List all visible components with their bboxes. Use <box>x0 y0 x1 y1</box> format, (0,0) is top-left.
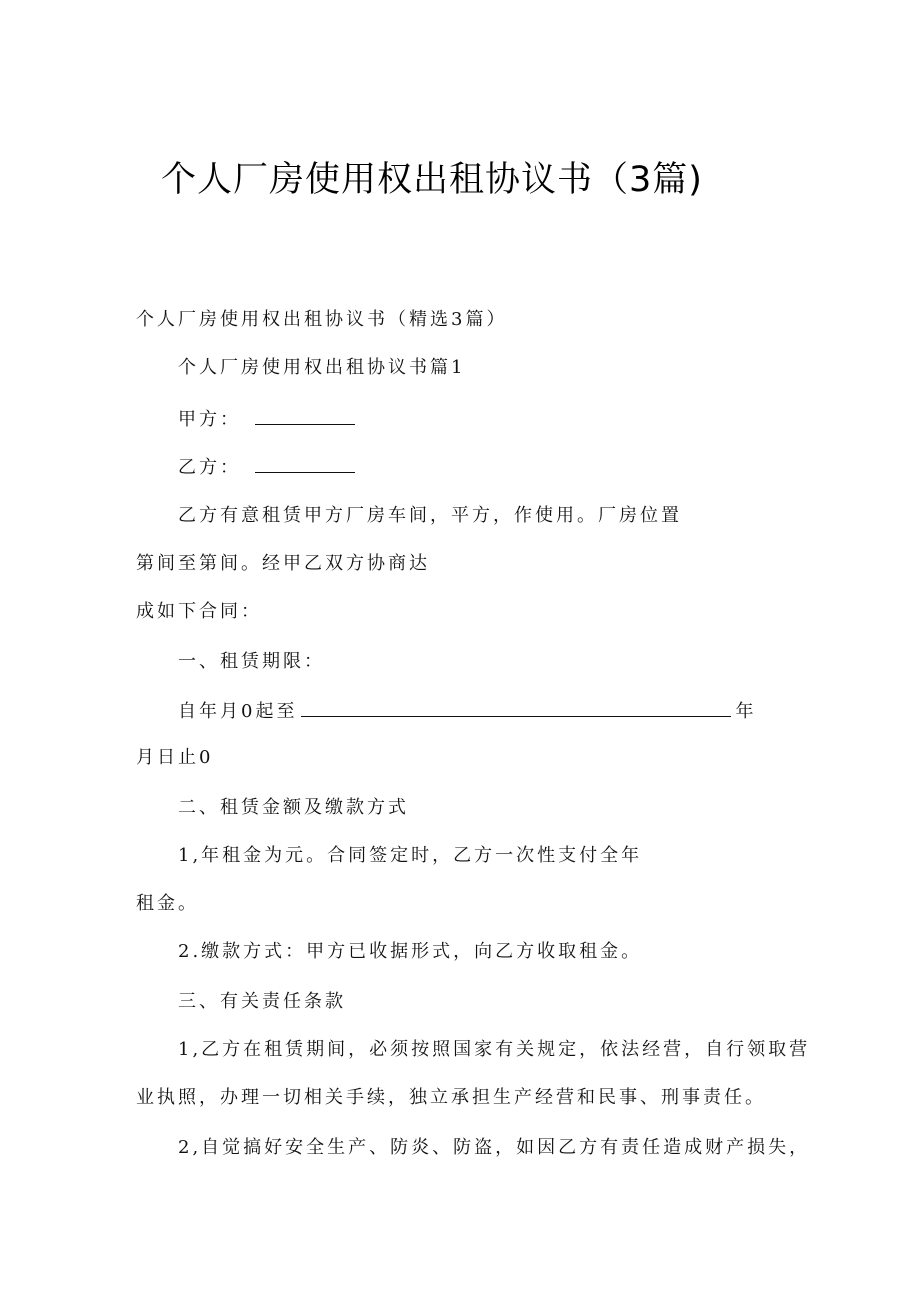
intro-line-3: 成如下合同： <box>136 601 262 622</box>
party-b-blank <box>255 454 355 473</box>
clause-3-heading: 三、有关责任条款 <box>178 991 346 1012</box>
party-a-label: 甲方： <box>178 409 241 430</box>
section-heading: 个人厂房使用权出租协议书篇1 <box>178 357 466 378</box>
clause-3-item-2-line-1: 2,自觉搞好安全生产、防炎、防盗，如因乙方有责任造成财产损失， <box>178 1137 811 1158</box>
clause-1-text <box>178 698 756 724</box>
intro-line-2: 第间至第间。经甲乙双方协商达 <box>136 553 430 574</box>
clause-2-item-1-line-1: 1,年租金为元。合同签定时，乙方一次性支付全年 <box>178 845 643 866</box>
clause-3-item-1-line-1: 1,乙方在租赁期间，必须按照国家有关规定，依法经营，自行领取营 <box>178 1039 811 1060</box>
party-a-line <box>178 406 355 432</box>
clause-1-text-start: 自年月0起至 <box>178 701 298 722</box>
clause-2-item-1-line-2: 租金。 <box>136 893 199 914</box>
clause-1-text-line-2: 月日止0 <box>136 747 214 768</box>
document-title: 个人厂房使用权出租协议书（3篇) <box>161 160 703 200</box>
party-b-line <box>178 454 355 480</box>
clause-1-blank <box>301 698 731 717</box>
party-b-label: 乙方： <box>178 457 241 478</box>
clause-2-item-2: 2.缴款方式：甲方已收据形式，向乙方收取租金。 <box>178 941 643 962</box>
intro-line-1: 乙方有意租赁甲方厂房车间，平方，作使用。厂房位置 <box>178 505 682 526</box>
party-a-blank <box>255 406 355 425</box>
clause-3-item-1-line-2: 业执照，办理一切相关手续，独立承担生产经营和民事、刑事责任。 <box>136 1087 766 1108</box>
clause-1-text-end: 年 <box>735 701 757 722</box>
document-subtitle: 个人厂房使用权出租协议书（精选3篇） <box>136 309 508 330</box>
clause-2-heading: 二、租赁金额及缴款方式 <box>178 797 409 818</box>
clause-1-heading: 一、租赁期限： <box>178 651 325 672</box>
